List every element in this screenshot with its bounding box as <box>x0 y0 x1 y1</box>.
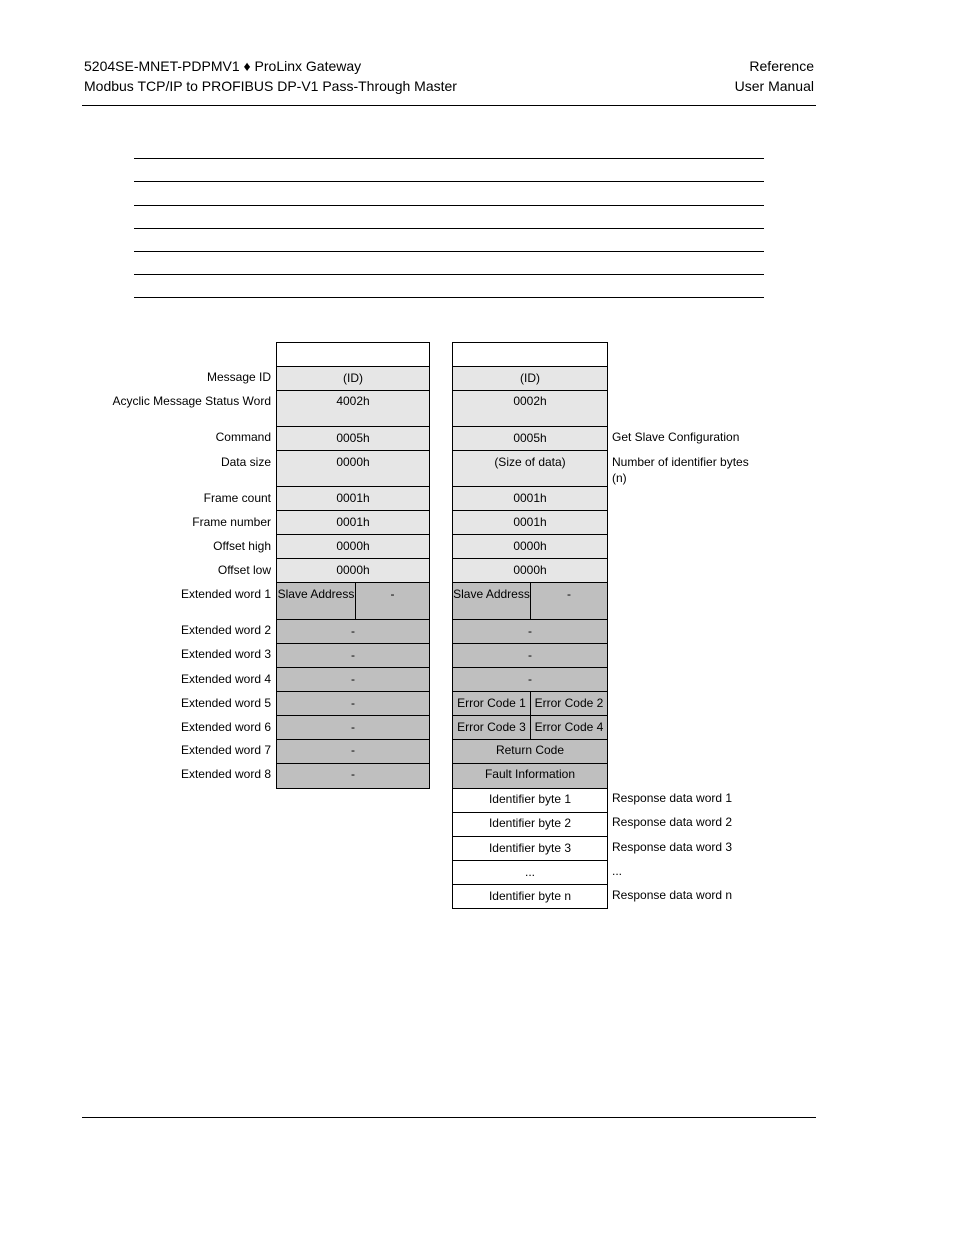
request-cell: - <box>276 691 430 716</box>
table-rule <box>134 181 764 182</box>
request-cell: - <box>276 739 430 764</box>
request-cell: 0000h <box>276 450 430 487</box>
request-cell: 0001h <box>276 486 430 511</box>
request-cell: - <box>276 763 430 789</box>
row-label: Extended word 6 <box>180 720 271 734</box>
row-label: Offset high <box>213 539 271 553</box>
response-cell: (ID) <box>452 366 608 391</box>
section-name: Reference <box>749 58 814 74</box>
page-header-left <box>84 56 457 96</box>
row-label: Command <box>215 430 271 444</box>
table-rule <box>134 228 764 229</box>
header-divider <box>82 105 816 106</box>
error-code-cell: Error Code 1 <box>457 696 526 710</box>
row-label: Frame count <box>203 491 271 505</box>
table-rule <box>134 158 764 159</box>
table-rule <box>134 274 764 275</box>
response-cell: 0000h <box>452 558 608 583</box>
table-rule <box>134 251 764 252</box>
response-cell: (Size of data) <box>452 450 608 487</box>
table-rule <box>134 297 764 298</box>
request-cell: - <box>276 643 430 668</box>
row-note: Response data word 3 <box>612 840 733 854</box>
row-note: Get Slave Configuration <box>612 430 740 444</box>
request-cell: 0005h <box>276 426 430 451</box>
request-cell: (ID) <box>276 366 430 391</box>
product-subtitle: Modbus TCP/IP to PROFIBUS DP-V1 Pass-Through Master <box>84 78 457 94</box>
response-cell: - <box>452 667 608 692</box>
response-cell: 0005h <box>452 426 608 451</box>
row-label: Extended word 7 <box>180 743 271 757</box>
request-cell: - <box>276 715 430 740</box>
row-note: Number of identifier bytes (n) <box>612 455 749 485</box>
row-label: Offset low <box>217 563 271 577</box>
error-code-cell: Error Code 3 <box>457 720 526 734</box>
error-code-cell: Error Code 2 <box>534 696 604 710</box>
row-note: Response data word 2 <box>612 815 733 829</box>
row-label: Extended word 1 <box>180 587 271 601</box>
manual-name: User Manual <box>734 78 814 94</box>
response-cell: - <box>452 643 608 668</box>
response-cell: - <box>452 619 608 644</box>
footer-divider <box>82 1117 816 1118</box>
row-label: Extended word 3 <box>180 647 271 661</box>
response-cell: Return Code <box>452 739 608 764</box>
response-column-header <box>452 342 608 367</box>
table-rule <box>134 205 764 206</box>
slave-address-cell: Slave Address <box>453 587 530 601</box>
row-note: Response data word n <box>612 888 733 902</box>
response-cell: 0001h <box>452 486 608 511</box>
response-data-cell: ... <box>452 860 608 885</box>
request-cell-split <box>276 582 430 620</box>
response-cell: 0002h <box>452 390 608 427</box>
row-label: Extended word 2 <box>180 623 271 637</box>
page-header-right <box>735 56 814 96</box>
request-cell: 0000h <box>276 534 430 559</box>
response-cell-split <box>452 582 608 620</box>
response-cell: 0000h <box>452 534 608 559</box>
row-label: Message ID <box>206 370 271 384</box>
request-cell: 0001h <box>276 510 430 535</box>
row-label: Extended word 5 <box>180 696 271 710</box>
row-label: Extended word 8 <box>180 767 271 781</box>
response-data-cell: Identifier byte n <box>452 884 608 909</box>
row-label: Acyclic Message Status Word <box>112 394 271 408</box>
request-cell: 0000h <box>276 558 430 583</box>
request-cell: - <box>276 667 430 692</box>
row-note: ... <box>612 864 623 878</box>
slave-address-cell: Slave Address <box>277 587 355 601</box>
row-label: Frame number <box>192 515 271 529</box>
response-data-cell: Identifier byte 2 <box>452 812 608 837</box>
response-data-cell: Identifier byte 3 <box>452 836 608 861</box>
row-label: Extended word 4 <box>180 672 271 686</box>
empty-byte-cell: - <box>390 587 395 601</box>
response-cell-split <box>452 691 608 716</box>
request-cell: 4002h <box>276 390 430 427</box>
response-cell: Fault Information <box>452 763 608 789</box>
product-title: 5204SE-MNET-PDPMV1 ♦ ProLinx Gateway <box>84 58 362 74</box>
response-data-cell: Identifier byte 1 <box>452 788 608 813</box>
response-cell: 0001h <box>452 510 608 535</box>
error-code-cell: Error Code 4 <box>534 720 604 734</box>
request-cell: - <box>276 619 430 644</box>
row-label: Data size <box>220 455 271 469</box>
response-cell-split <box>452 715 608 740</box>
empty-byte-cell: - <box>567 587 571 601</box>
request-column-header <box>276 342 430 367</box>
row-note: Response data word 1 <box>612 791 733 805</box>
